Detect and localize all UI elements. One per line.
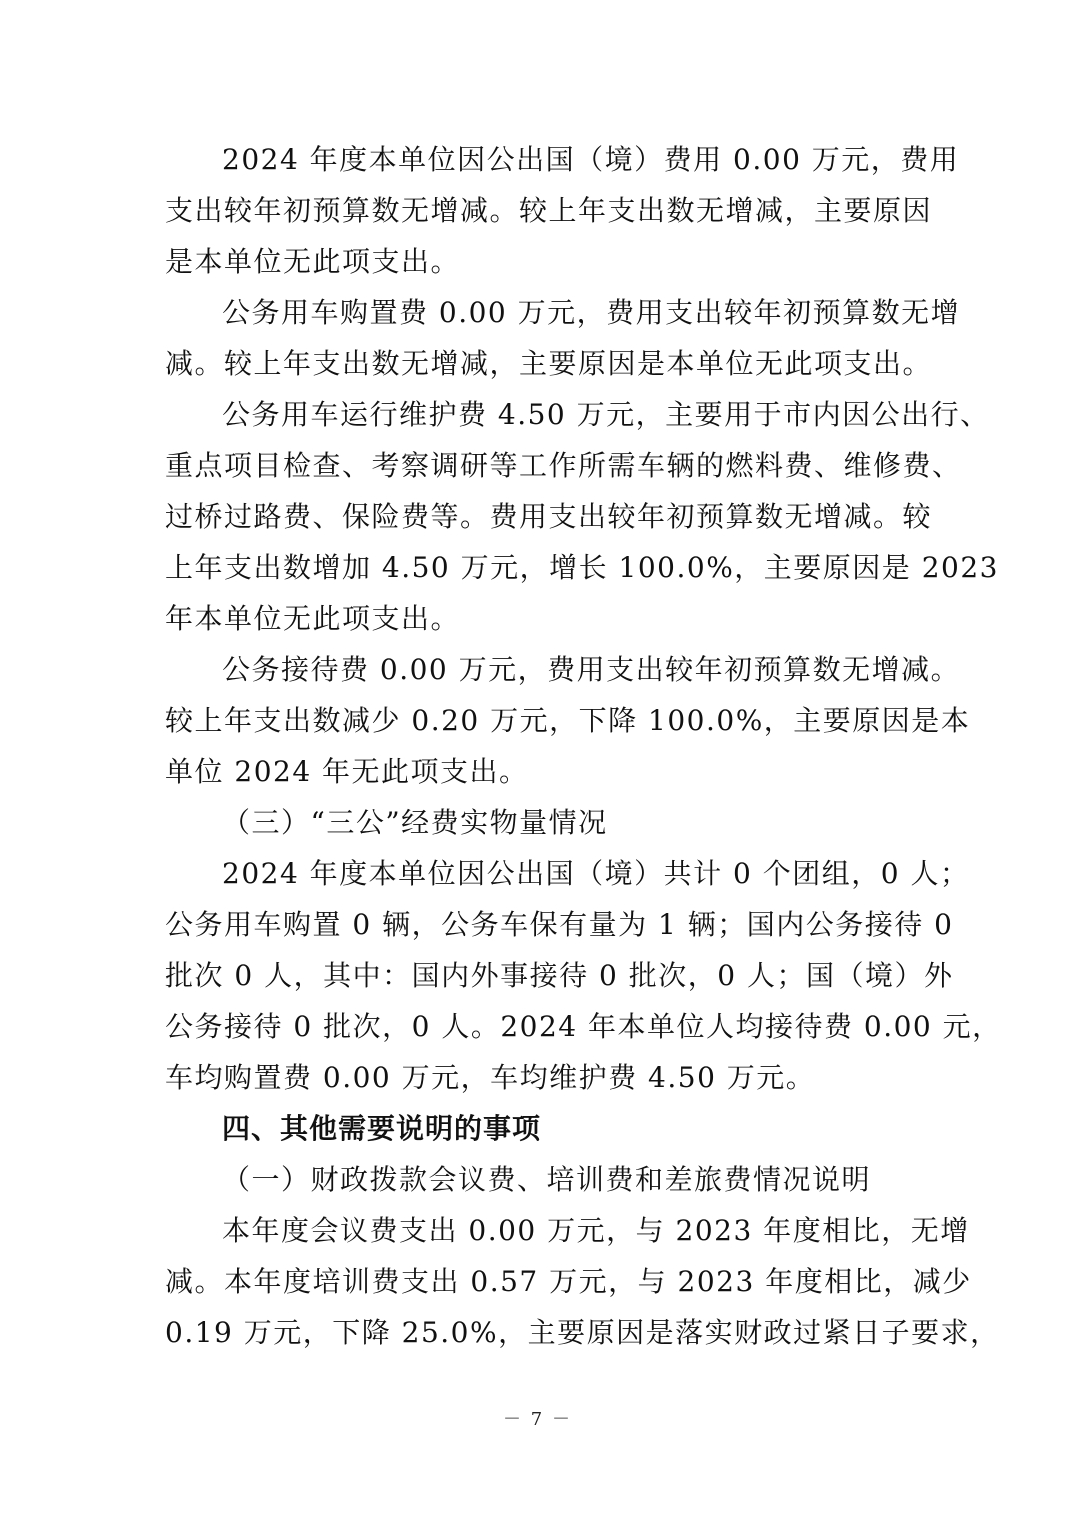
paragraph-line: 过桥过路费、保险费等。费用支出较年初预算数无增减。较 xyxy=(165,500,933,533)
paragraph-line: 本年度会议费支出 0.00 万元，与 2023 年度相比，无增 xyxy=(222,1214,970,1247)
paragraph-line: 公务用车购置费 0.00 万元，费用支出较年初预算数无增 xyxy=(222,296,961,329)
paragraph-line: 较上年支出数减少 0.20 万元，下降 100.0%，主要原因是本 xyxy=(165,704,971,737)
paragraph-line: 公务接待费 0.00 万元，费用支出较年初预算数无增减。 xyxy=(222,653,961,686)
paragraph-line: 重点项目检查、考察调研等工作所需车辆的燃料费、维修费、 xyxy=(165,449,962,482)
paragraph-line: 批次 0 人，其中：国内外事接待 0 批次，0 人；国（境）外 xyxy=(165,959,954,992)
paragraph-line: 减。本年度培训费支出 0.57 万元，与 2023 年度相比，减少 xyxy=(165,1265,972,1298)
paragraph-line: 0.19 万元，下降 25.0%，主要原因是落实财政过紧日子要求， xyxy=(165,1316,1000,1349)
paragraph-line: 车均购置费 0.00 万元，车均维护费 4.50 万元。 xyxy=(165,1061,816,1094)
paragraph-line: 2024 年度本单位因公出国（境）共计 0 个团组，0 人； xyxy=(222,857,970,890)
paragraph-line: 上年支出数增加 4.50 万元，增长 100.0%，主要原因是 2023 xyxy=(165,551,999,584)
paragraph-line: 减。较上年支出数无增减，主要原因是本单位无此项支出。 xyxy=(165,347,933,380)
paragraph-line: 公务接待 0 批次，0 人。2024 年本单位人均接待费 0.00 元， xyxy=(165,1010,1002,1043)
paragraph-line: 公务用车购置 0 辆，公务车保有量为 1 辆；国内公务接待 0 xyxy=(165,908,954,941)
paragraph-line: 单位 2024 年无此项支出。 xyxy=(165,755,529,788)
paragraph-line: 2024 年度本单位因公出国（境）费用 0.00 万元，费用 xyxy=(222,143,960,176)
paragraph-line: 公务用车运行维护费 4.50 万元，主要用于市内因公出行、 xyxy=(222,398,990,431)
paragraph-line: 年本单位无此项支出。 xyxy=(165,602,461,635)
paragraph-line: 支出较年初预算数无增减。较上年支出数无增减，主要原因 xyxy=(165,194,933,227)
subsection-heading: （三）“三公”经费实物量情况 xyxy=(222,806,608,839)
paragraph-line: 是本单位无此项支出。 xyxy=(165,245,461,278)
page-number: － 7 － xyxy=(503,1409,572,1430)
subsection-heading: （一）财政拨款会议费、培训费和差旅费情况说明 xyxy=(222,1163,872,1196)
section-heading: 四、其他需要说明的事项 xyxy=(222,1112,542,1145)
